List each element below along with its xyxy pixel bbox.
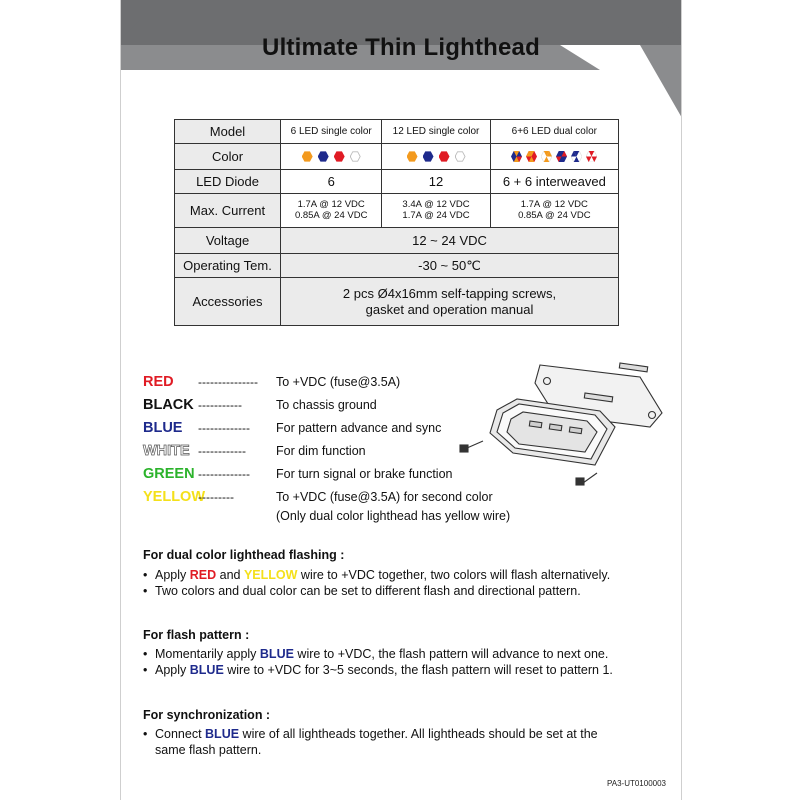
dual-b1-and: and	[216, 568, 244, 582]
flash-pattern-heading: For flash pattern :	[143, 628, 250, 642]
bullet-icon: •	[143, 727, 148, 741]
diode-col-1: 6	[281, 170, 382, 194]
blue-hex-icon	[423, 151, 434, 162]
bullet-icon: •	[143, 663, 148, 677]
wire-row-red	[143, 374, 400, 390]
amber-hex-icon	[302, 151, 313, 162]
dual-b1-post: wire to +VDC together, two colors will flash alternatively.	[297, 568, 611, 582]
wire-row-blue	[143, 420, 441, 436]
wire-name-black: BLACK	[143, 397, 194, 413]
current-24v: 1.7A @ 24 VDC	[402, 209, 470, 221]
diode-label: LED Diode	[175, 170, 281, 194]
dual-bullet-1	[143, 567, 653, 583]
spec-table	[174, 119, 619, 326]
wire-row-black	[143, 397, 377, 413]
model-col-3: 6+6 LED dual color	[490, 120, 618, 144]
sync-bullet-1-line-2: same flash pattern.	[155, 743, 262, 757]
wire-desc-yellow: To +VDC (fuse@3.5A) for second color	[276, 490, 493, 504]
accessories-line-1: 2 pcs Ø4x16mm self-tapping screws,	[342, 285, 557, 301]
color-label: Color	[175, 144, 281, 170]
flash-b2-pre: Apply	[155, 663, 190, 677]
dual-b1-pre: Apply	[155, 568, 190, 582]
flash-b1-post: wire to +VDC, the flash pattern will advance to next one.	[293, 647, 609, 661]
wire-name-green: GREEN	[143, 466, 195, 482]
red-hex-icon	[334, 151, 345, 162]
wire-dashes: ---------	[198, 490, 234, 504]
operating-value: -30 ~ 50℃	[281, 254, 619, 278]
accessories-value	[281, 278, 619, 326]
current-col-3	[490, 194, 618, 228]
wire-desc-white: For dim function	[276, 444, 366, 458]
wire-name-red: RED	[143, 374, 174, 390]
color-swatches-1	[281, 144, 382, 170]
wire-dashes: ---------------	[198, 375, 258, 389]
dual-b1-red: RED	[189, 568, 217, 582]
dual-bullet-2	[143, 583, 653, 599]
wire-dashes: -----------	[198, 398, 242, 412]
voltage-value: 12 ~ 24 VDC	[281, 228, 619, 254]
dual-b2-text: Two colors and dual color can be set to different flash and directional pattern.	[155, 584, 581, 598]
dual-color-heading: For dual color lighthead flashing :	[143, 548, 345, 562]
diode-col-3: 6 + 6 interweaved	[490, 170, 618, 194]
current-24v: 0.85A @ 24 VDC	[294, 209, 368, 221]
flash-bullet-1	[143, 646, 653, 662]
flash-b1-pre: Momentarily apply	[155, 647, 260, 661]
dual-b1-yellow: YELLOW	[243, 568, 298, 582]
color-swatches-2	[382, 144, 490, 170]
document-code: PA3-UT0100003	[607, 779, 666, 788]
accessories-label: Accessories	[175, 278, 281, 326]
current-12v: 1.7A @ 12 VDC	[297, 199, 365, 210]
current-label: Max. Current	[175, 194, 281, 228]
flash-b1-blue: BLUE	[259, 647, 294, 661]
wire-row-green	[143, 466, 452, 482]
wire-dashes: -------------	[198, 467, 250, 481]
sync-heading: For synchronization :	[143, 708, 271, 722]
current-24v: 0.85A @ 24 VDC	[518, 209, 591, 221]
model-label: Model	[175, 120, 281, 144]
diode-col-2: 12	[382, 170, 490, 194]
dual-color-blue-red-icon	[556, 151, 567, 162]
page-title: Ultimate Thin Lighthead	[262, 34, 540, 61]
red-hex-icon	[439, 151, 450, 162]
white-hex-icon	[455, 151, 466, 162]
wire-desc-black: To chassis ground	[276, 398, 377, 412]
sync-b1-pre: Connect	[155, 727, 206, 741]
bullet-icon: •	[143, 568, 148, 582]
wire-row-yellow	[143, 489, 493, 505]
blue-hex-icon	[318, 151, 329, 162]
current-12v: 3.4A @ 12 VDC	[402, 199, 470, 210]
flash-b2-post: wire to +VDC for 3~5 seconds, the flash pattern will reset to pattern 1.	[223, 663, 613, 677]
bullet-icon: •	[143, 584, 148, 598]
wire-name-white: WHITE	[143, 443, 190, 459]
operating-label: Operating Tem.	[175, 254, 281, 278]
wire-note	[276, 509, 510, 523]
dual-color-blue-white-icon	[571, 151, 582, 162]
accessories-line-2: gasket and operation manual	[365, 301, 534, 317]
wire-desc-blue: For pattern advance and sync	[276, 421, 442, 435]
model-col-2: 12 LED single color	[382, 120, 490, 144]
wire-desc-red: To +VDC (fuse@3.5A)	[276, 375, 401, 389]
wire-dashes: -------------	[198, 421, 250, 435]
wire-note-text: (Only dual color lighthead has yellow wire)	[276, 509, 511, 523]
dual-color-red-amber-icon	[526, 151, 537, 162]
dual-color-amber-white-icon	[541, 151, 552, 162]
sync-b1-post: wire of all lightheads together. All lightheads should be set at the	[239, 727, 598, 741]
amber-hex-icon	[407, 151, 418, 162]
wire-desc-green: For turn signal or brake function	[276, 467, 453, 481]
current-12v: 1.7A @ 12 VDC	[520, 199, 588, 210]
white-hex-icon	[350, 151, 361, 162]
dual-color-blue-amber-icon	[511, 151, 522, 162]
lighthead-illustration-icon	[455, 355, 675, 490]
wire-row-white	[143, 443, 366, 459]
flash-b2-blue: BLUE	[189, 663, 224, 677]
current-col-1	[281, 194, 382, 228]
wire-name-blue: BLUE	[143, 420, 183, 436]
dual-color-red-white-icon	[586, 151, 597, 162]
color-swatches-3	[490, 144, 618, 170]
current-col-2	[382, 194, 490, 228]
wire-name-yellow: YELLOW	[143, 489, 206, 505]
bullet-icon: •	[143, 647, 148, 661]
sync-b1-blue: BLUE	[205, 727, 240, 741]
model-col-1: 6 LED single color	[281, 120, 382, 144]
voltage-label: Voltage	[175, 228, 281, 254]
flash-bullet-2	[143, 662, 653, 678]
wire-dashes: ------------	[198, 444, 246, 458]
sync-bullet-1	[143, 726, 653, 742]
